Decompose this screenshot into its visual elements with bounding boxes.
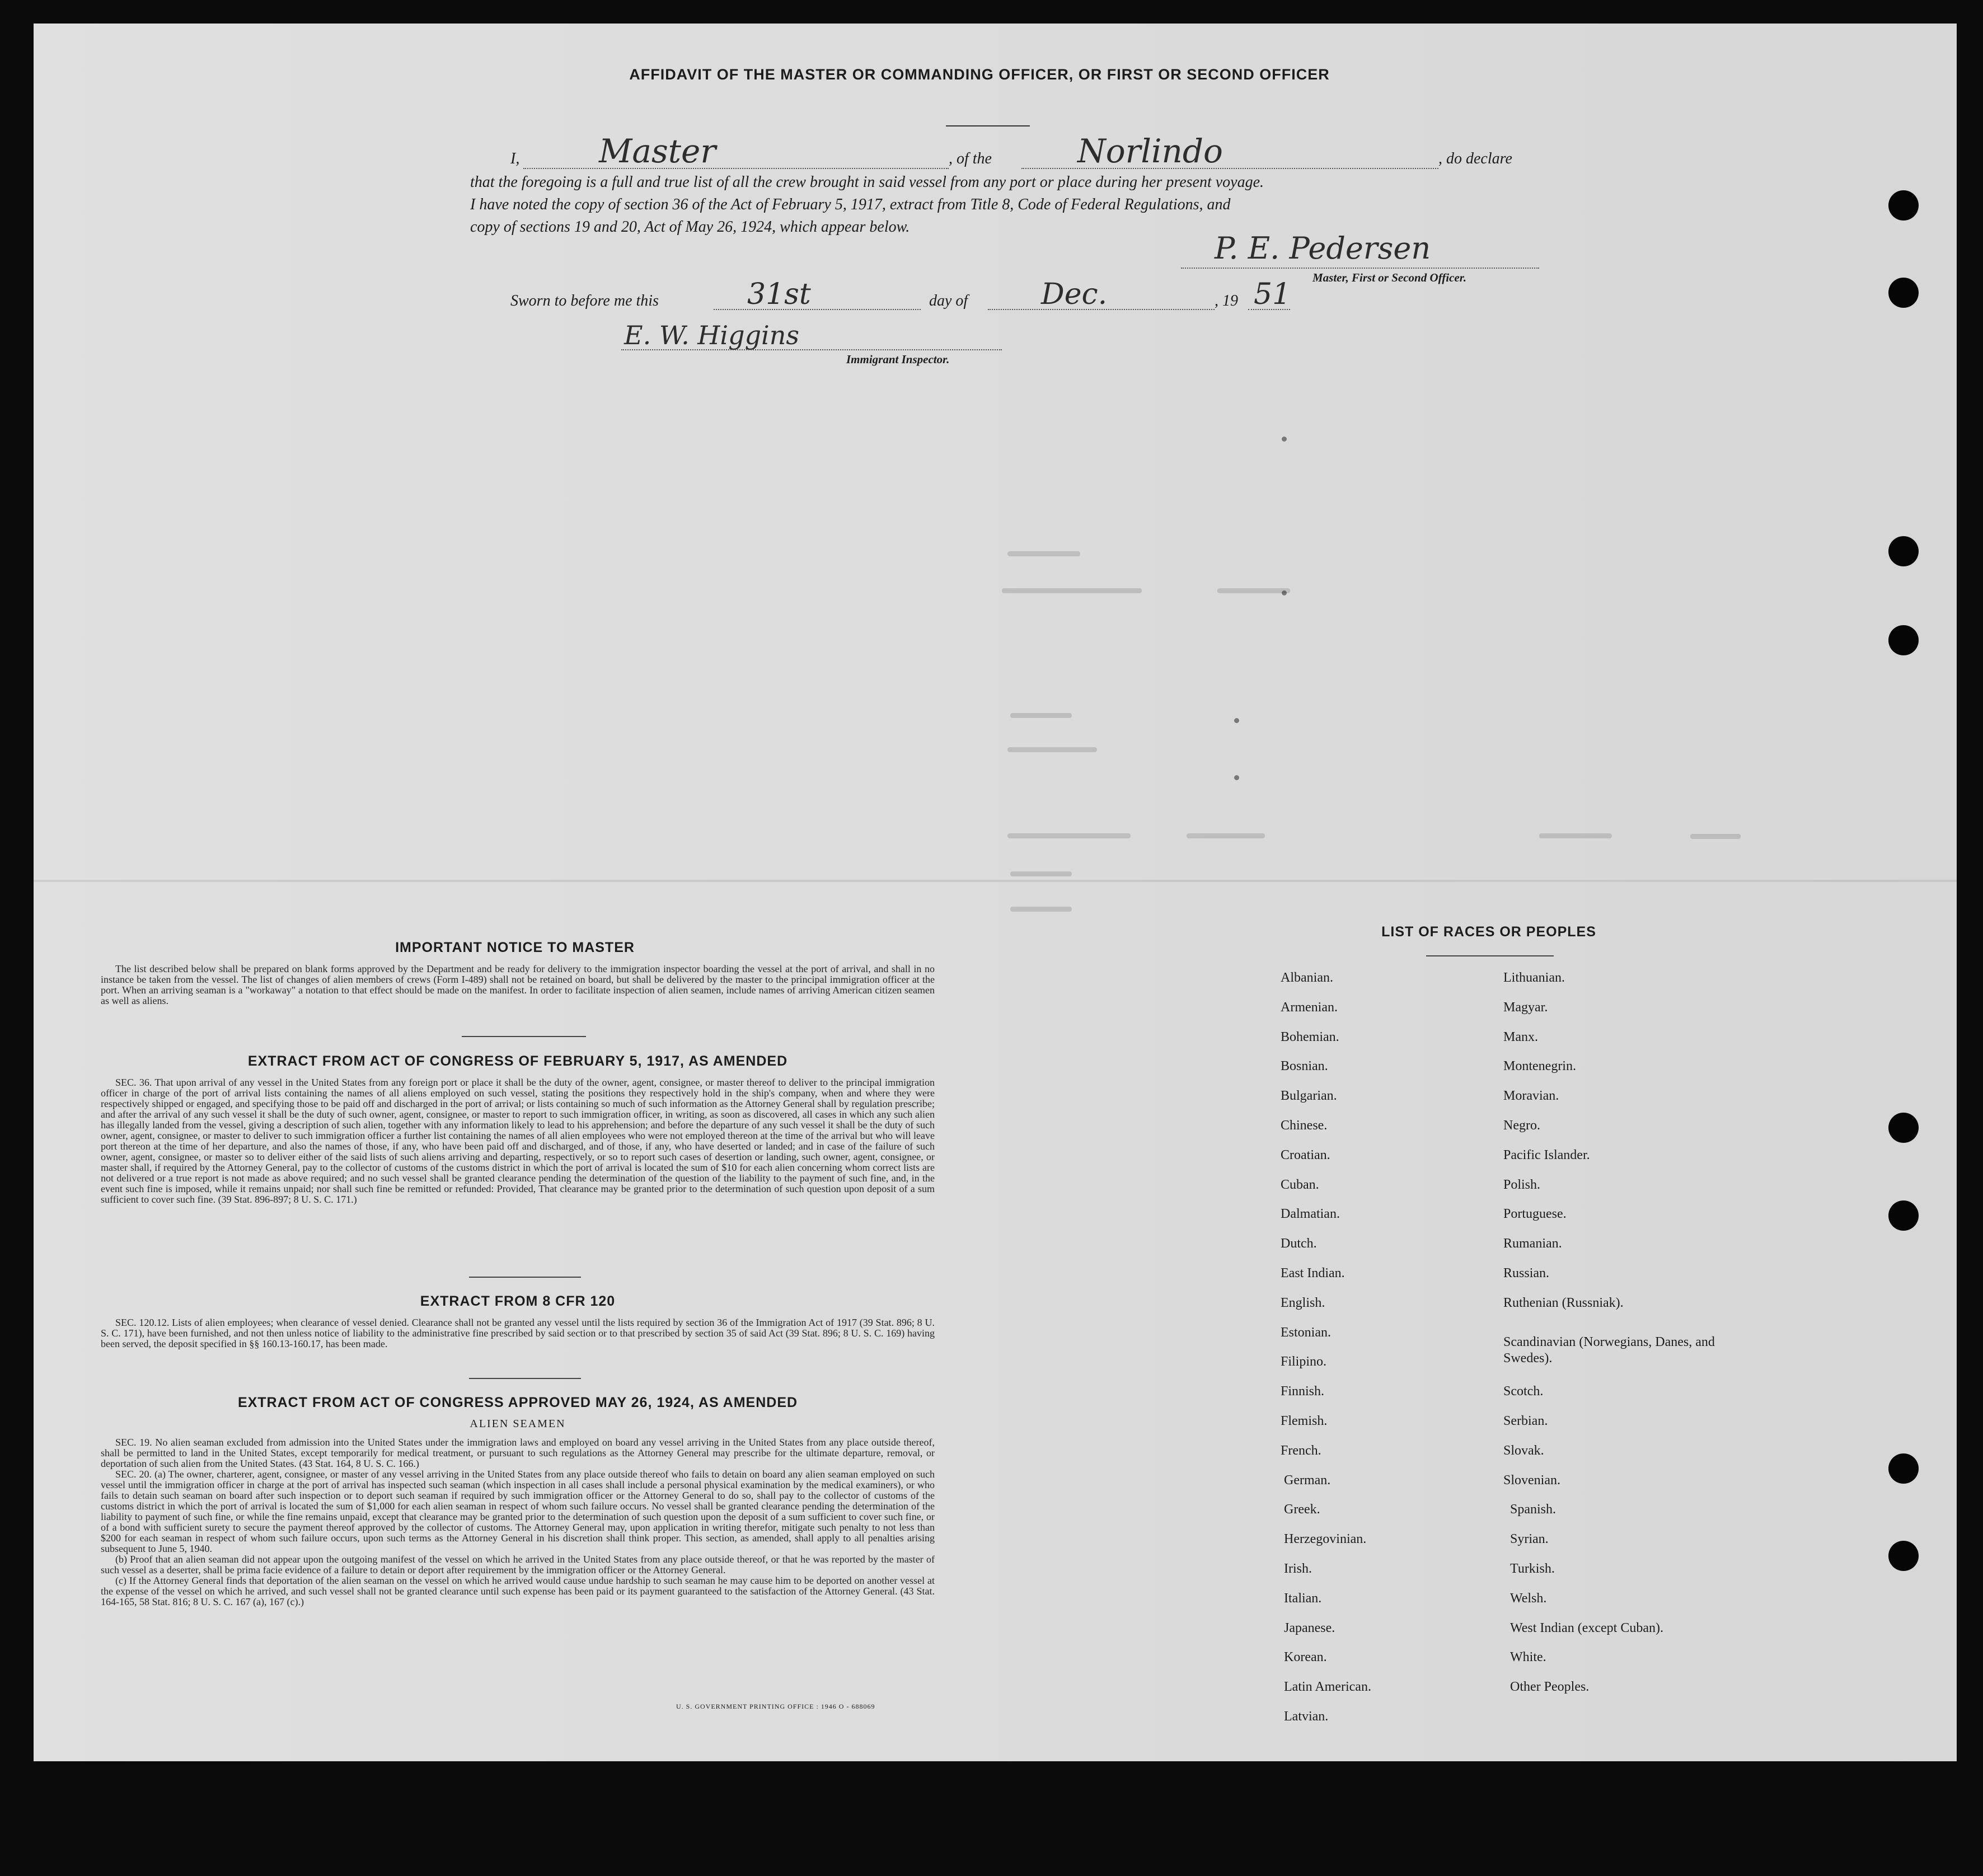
declaration-prefix: I, — [510, 150, 520, 167]
declaration-line-2: that the foregoing is a full and true list of all the crew brought in said vessel from any port or place during her present voyage. — [470, 173, 1264, 191]
binder-hole-icon — [1888, 278, 1919, 308]
extract-1917-body — [101, 1077, 935, 1205]
section-20c-text: (c) If the Attorney General finds that deportation of the alien seaman on the vessel on which he arrived would cause undue hardship to such seaman he may cause him to be deported on another vessel at the expense of the vessel on which he arrived, and such vessel shall not be granted clearance until such expense has been paid or its payment guaranteed to the satisfaction of the Attorney General. (43 Stat. 164-165, 58 Stat. 816; 8 U. S. C. 167 (a), 167 (c).) — [101, 1575, 935, 1607]
race-item: Russian. — [1503, 1266, 1550, 1281]
bleed-through-mark — [1217, 588, 1290, 593]
race-item: Serbian. — [1503, 1414, 1548, 1428]
sworn-prefix: Sworn to before me this — [510, 292, 659, 309]
race-item: Latin American. — [1284, 1680, 1371, 1694]
race-item: Manx. — [1503, 1030, 1538, 1044]
race-item: Bosnian. — [1281, 1059, 1328, 1073]
affidavit-title: AFFIDAVIT OF THE MASTER OR COMMANDING OFFICER, OR FIRST OR SECOND OFFICER — [629, 66, 1330, 83]
binder-hole-icon — [1888, 1541, 1919, 1571]
extract-1917-heading: EXTRACT FROM ACT OF CONGRESS OF FEBRUARY 5, 1917, AS AMENDED — [247, 1053, 788, 1069]
section-36-text: SEC. 36. That upon arrival of any vessel in the United States from any foreign port or place it shall be the duty of the owner, agent, consignee, or master thereof to deliver to the principal immigration officer in charge of the port of arrival lists containing the names of all aliens employed on such vessel, stating the positions they respectively hold in the ship's company, when and where they were respectively shipped or engaged, and specifying those to be paid off and discharged in the port of arrival; or lists containing so much of such information as the Attorney General shall by regulation prescribe; and after the arrival of any such vessel it shall be the duty of such owner, agent, consignee, or master to report to such immigration officer, in writing, as soon as discovered, all cases in which any such alien has illegally landed from the vessel, giving a description of such alien, together with any information likely to lead to his apprehension; and before the departure of any such vessel it shall be the duty of such owner, agent, consignee, or master to deliver to such immigration officer a further list containing the names of all alien employees who were not employed thereon at the time of the arrival but who will leave port thereon at the time of her departure, and also the names of those, if any, who have been paid off and discharged, and of those, if any, who have deserted or landed; and in case of the failure of such owner, agent, consignee, or master so to deliver either of the said lists of such aliens arriving and departing, respectively, or so to report such cases of desertion or landing, such owner, agent, consignee, or master shall, if required by the Attorney General, pay to the collector of customs of the customs district in which the port of arrival is located the sum of $10 for each alien concerning whom correct lists are not delivered or a true report is not made as above required; and no such vessel shall be granted clearance pending the determination of the question of the liability to the payment of such fine, and, in the event such fine is imposed, while it remains unpaid; nor shall such fine be remitted or refunded: Provided, That clearance may be granted prior to the determination of such question upon deposit of a sum sufficient to cover such fine. (39 Stat. 896-897; 8 U. S. C. 171.) — [101, 1077, 935, 1205]
race-item: Greek. — [1284, 1502, 1320, 1517]
bleed-through-mark — [1010, 871, 1072, 876]
notice-body — [101, 964, 935, 1006]
race-item: West Indian (except Cuban). — [1510, 1621, 1663, 1635]
handwritten-year: 51 — [1254, 278, 1291, 311]
race-item: Flemish. — [1281, 1414, 1328, 1428]
inspector-signature-line — [621, 349, 1002, 350]
race-item: Filipino. — [1281, 1354, 1327, 1369]
bleed-through-dot — [1234, 718, 1239, 723]
race-item: French. — [1281, 1443, 1321, 1458]
binder-hole-icon — [1888, 536, 1919, 566]
handwritten-month: Dec. — [1041, 278, 1108, 311]
title-rule — [946, 125, 1030, 126]
section-19-text: SEC. 19. No alien seaman excluded from admission into the United States under the immigration laws and employed on board any vessel arriving in the United States from any place outside thereof, shall be permitted to land in the United States, except temporarily for medical treatment, or pursuant to such regulations as the Attorney General may prescribe for the ultimate departure, removal, or deportation of such alien from the United States. (43 Stat. 164, 8 U. S. C. 166.) — [101, 1437, 935, 1469]
race-item: Irish. — [1284, 1561, 1312, 1576]
bleed-through-dot — [1234, 775, 1239, 780]
inspector-caption: Immigrant Inspector. — [846, 353, 950, 366]
race-item: Korean. — [1284, 1650, 1327, 1664]
section-20a-text: SEC. 20. (a) The owner, charterer, agent, consignee, or master of any vessel arriving in the United States from any place outside thereof who fails to detain on board any alien seaman employed on such vessel until the immigration officer in charge at the port of arrival has inspected such seaman (which inspection in all cases shall include a personal physical examination by the medical examiners), or who fails to detain such seaman on board after such inspection or to deport such seaman if required by such immigration officer or the Attorney General to do so, shall pay to the collector of customs of the customs district in which the port of arrival is located the sum of $1,000 for each alien seaman in respect of whom such failure occurs. No vessel shall be granted clearance pending the determination of the liability to payment of such fine, or while the fine remains unpaid, except that clearance may be granted prior to the determination of such question upon the deposit of a sum sufficient to cover such fine, or of a bond with sufficient surety to secure the payment thereof approved by the collector of customs. The Attorney General may, upon application in writing therefor, mitigate such penalty to not less than $200 for each seaman in respect of whom such failure occurs, upon such terms as the Attorney General in his discretion shall think proper. This section, as amended, shall apply to all penalties arising subsequent to June 5, 1940. — [101, 1469, 935, 1554]
sworn-day-blank — [714, 309, 921, 310]
extract-cfr-heading: EXTRACT FROM 8 CFR 120 — [420, 1293, 616, 1309]
bleed-through-mark — [1007, 833, 1131, 838]
race-item: Welsh. — [1510, 1591, 1547, 1606]
bleed-through-mark — [1539, 833, 1612, 838]
alien-seamen-subheading: ALIEN SEAMEN — [470, 1418, 566, 1430]
extract-1924-heading: EXTRACT FROM ACT OF CONGRESS APPROVED MAY 26, 1924, AS AMENDED — [237, 1395, 798, 1410]
race-item: Scandinavian (Norwegians, Danes, and Swedes). — [1503, 1335, 1715, 1366]
race-item: Negro. — [1503, 1118, 1540, 1133]
bleed-through-dot — [1282, 590, 1287, 595]
bleed-through-dot — [1282, 437, 1287, 442]
race-item: Turkish. — [1510, 1561, 1555, 1576]
race-item: Ruthenian (Russniak). — [1503, 1296, 1624, 1310]
bleed-through-mark — [1007, 747, 1097, 752]
page-fold-line — [34, 880, 1957, 882]
declaration-suffix: , do declare — [1438, 150, 1512, 167]
race-item: Polish. — [1503, 1178, 1541, 1192]
section-divider — [469, 1378, 581, 1379]
section-divider — [462, 1036, 586, 1037]
race-item: East Indian. — [1281, 1266, 1345, 1281]
race-item: Finnish. — [1281, 1384, 1325, 1399]
race-item: Dalmatian. — [1281, 1207, 1340, 1221]
bleed-through-mark — [1002, 588, 1142, 593]
race-item: Portuguese. — [1503, 1207, 1567, 1221]
bleed-through-mark — [1187, 833, 1265, 838]
officer-caption: Master, First or Second Officer. — [1312, 271, 1466, 284]
race-item: White. — [1510, 1650, 1546, 1664]
race-item: German. — [1284, 1473, 1331, 1488]
sworn-day-label: day of — [929, 292, 968, 309]
printing-office-footer: U. S. GOVERNMENT PRINTING OFFICE : 1946 O - 688069 — [676, 1703, 875, 1710]
race-item: Moravian. — [1503, 1089, 1559, 1103]
rank-blank-line — [523, 168, 949, 169]
race-item: Italian. — [1284, 1591, 1322, 1606]
race-item: Bulgarian. — [1281, 1089, 1337, 1103]
bleed-through-mark — [1690, 834, 1741, 839]
inspector-signature: E. W. Higgins — [624, 320, 799, 350]
race-item: Cuban. — [1281, 1178, 1319, 1192]
race-item: Slovenian. — [1503, 1473, 1560, 1488]
handwritten-vessel-name: Norlindo — [1077, 132, 1223, 170]
binder-hole-icon — [1888, 190, 1919, 221]
race-item: Lithuanian. — [1503, 970, 1565, 985]
handwritten-rank: Master — [599, 132, 716, 170]
race-item: Montenegrin. — [1503, 1059, 1576, 1073]
race-item: Magyar. — [1503, 1000, 1548, 1015]
officer-signature: P. E. Pedersen — [1215, 231, 1431, 266]
race-item: Chinese. — [1281, 1118, 1328, 1133]
handwritten-day: 31st — [747, 278, 811, 311]
race-item: Estonian. — [1281, 1325, 1331, 1340]
race-item: Herzegovinian. — [1284, 1532, 1367, 1546]
bleed-through-mark — [1010, 713, 1072, 718]
binder-hole-icon — [1888, 1200, 1919, 1231]
declaration-line-3: I have noted the copy of section 36 of the Act of February 5, 1917, extract from Title 8, Code of Federal Regulations, and — [470, 196, 1231, 213]
notice-paragraph: The list described below shall be prepared on blank forms approved by the Department and be ready for delivery to the immigration inspector boarding the vessel at the port of arrival, and shall in no instance be taken from the vessel. The list of changes of alien members of crews (Form I-489) shall not be retained on board, but shall be delivered by the master to the principal immigration officer at the port. When an arriving seaman is a "workaway" a notation to that effect should be made on the manifest. In order to facilitate inspection of alien seamen, include names of arriving American citizen seamen as well as aliens. — [101, 963, 935, 1006]
race-item: Scotch. — [1503, 1384, 1544, 1399]
race-item: Syrian. — [1510, 1532, 1549, 1546]
section-20b-text: (b) Proof that an alien seaman did not appear upon the outgoing manifest of the vessel on which he arrived in the United States from any place outside thereof, or that he was reported by the master of such vessel as a deserter, shall be prima facie evidence of a failure to detain or deport after requirement by the immigration officer or the Attorney General. — [101, 1554, 935, 1575]
race-item: English. — [1281, 1296, 1325, 1310]
race-item: Bohemian. — [1281, 1030, 1339, 1044]
race-item: Armenian. — [1281, 1000, 1338, 1015]
declaration-line-4: copy of sections 19 and 20, Act of May 26, 1924, which appear below. — [470, 218, 910, 236]
binder-hole-icon — [1888, 1453, 1919, 1484]
binder-hole-icon — [1888, 1113, 1919, 1143]
section-120-12-text: SEC. 120.12. Lists of alien employees; when clearance of vessel denied. Clearance shall not be granted any vessel until the lists required by section 36 of the Immigration Act of 1917 (39 Stat. 896; 8 U. S. C. 171), have been furnished, and not then unless notice of liability to the administrative fine prescribed by said section or to that prescribed by section 35 of said Act (39 Stat. 896; 8 U. S. C. 169) having been served, the deposit specified in §§ 160.13-160.17, has been made. — [101, 1317, 935, 1349]
race-item: Croatian. — [1281, 1148, 1330, 1162]
extract-1924-body — [101, 1437, 935, 1607]
race-item: Japanese. — [1284, 1621, 1335, 1635]
race-item: Other Peoples. — [1510, 1680, 1590, 1694]
race-item: Latvian. — [1284, 1709, 1329, 1724]
race-item: Pacific Islander. — [1503, 1148, 1590, 1162]
race-item: Albanian. — [1281, 970, 1333, 985]
races-heading-rule — [1426, 955, 1554, 956]
section-divider — [469, 1277, 581, 1278]
bleed-through-mark — [1007, 551, 1080, 556]
notice-heading: IMPORTANT NOTICE TO MASTER — [395, 940, 635, 955]
sworn-year-prefix: , 19 — [1215, 292, 1238, 309]
declaration-of-the: , of the — [949, 150, 992, 167]
races-heading: LIST OF RACES OR PEOPLES — [1381, 924, 1596, 940]
extract-cfr-body — [101, 1317, 935, 1349]
officer-signature-line — [1181, 268, 1539, 269]
race-item: Rumanian. — [1503, 1236, 1562, 1251]
race-item: Dutch. — [1281, 1236, 1317, 1251]
race-item: Spanish. — [1510, 1502, 1557, 1517]
bleed-through-mark — [1010, 907, 1072, 912]
race-item: Slovak. — [1503, 1443, 1544, 1458]
binder-hole-icon — [1888, 625, 1919, 655]
